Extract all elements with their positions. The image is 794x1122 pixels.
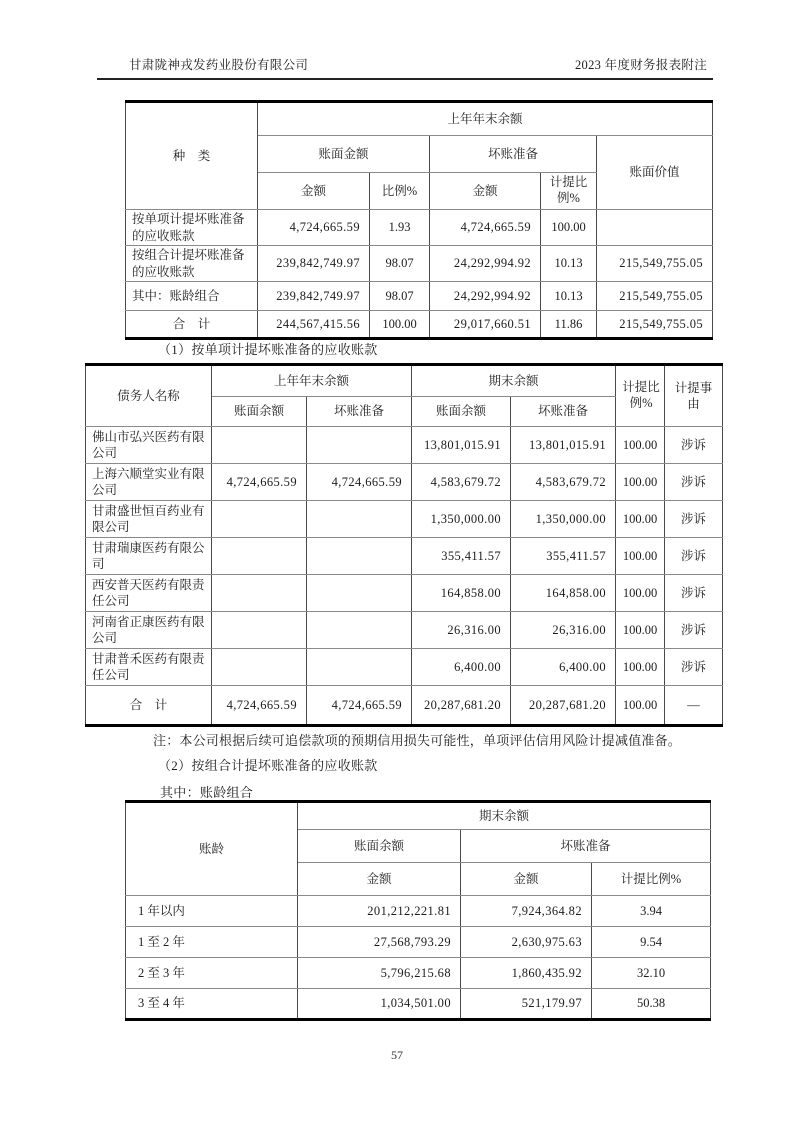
table-row	[126, 958, 711, 989]
cell-prev-book	[212, 427, 307, 464]
header-ratio: 比例%	[370, 173, 430, 210]
cell-amount: 239,842,749.97	[258, 282, 370, 311]
row-label: 其中：账龄组合	[126, 282, 258, 311]
header-book-balance: 账面余额	[298, 830, 461, 863]
cell-prev-bad	[307, 612, 412, 649]
cell-ratio: 100.00	[616, 612, 665, 649]
cell-debtor: 上海六顺堂实业有限公司	[86, 464, 212, 501]
header-provision-ratio: 计提比例%	[616, 365, 665, 427]
cell-end-bad: 4,583,679.72	[511, 464, 616, 501]
cell-ratio: 100.00	[616, 464, 665, 501]
header-bad-debt-provision: 坏账准备	[511, 397, 616, 427]
section2-title: （2）按组合计提坏账准备的应收账款	[158, 758, 378, 773]
cell-end-book: 4,583,679.72	[412, 464, 511, 501]
header-amount: 金额	[298, 863, 461, 896]
cell-aging: 1 至 2 年	[126, 927, 298, 958]
header-bad-debt-provision: 坏账准备	[430, 136, 597, 173]
prev-year-summary-table	[125, 100, 713, 340]
cell-book-value: 215,549,755.05	[597, 246, 713, 282]
cell-ratio: 9.54	[592, 927, 711, 958]
header-book-balance: 账面余额	[412, 397, 511, 427]
cell-ratio: 100.00	[370, 311, 430, 339]
cell-provision-ratio: 11.86	[541, 311, 597, 339]
cell-prev-book	[212, 575, 307, 612]
cell-book-value: 215,549,755.05	[597, 311, 713, 339]
table-header-row	[126, 102, 713, 136]
table-note: 注：本公司根据后续可追偿款项的预期信用损失可能性，单项评估信用风险计提减值准备。	[153, 733, 682, 748]
cell-reason: 涉诉	[665, 427, 723, 464]
cell-end-book: 355,411.57	[412, 538, 511, 575]
cell-book-amount: 201,212,221.81	[298, 896, 461, 927]
cell-reason: 涉诉	[665, 538, 723, 575]
cell-end-bad: 13,801,015.91	[511, 427, 616, 464]
cell-ratio: 100.00	[616, 538, 665, 575]
cell-debtor: 甘肃盛世恒百药业有限公司	[86, 501, 212, 538]
table-row	[86, 538, 723, 575]
cell-prev-book	[212, 649, 307, 686]
cell-provision-ratio: 100.00	[541, 210, 597, 246]
cell-amount: 4,724,665.59	[258, 210, 370, 246]
cell-prev-bad	[307, 427, 412, 464]
cell-prev-book: 4,724,665.59	[212, 464, 307, 501]
cell-amount: 244,567,415.56	[258, 311, 370, 339]
running-header	[97, 55, 713, 80]
cell-prev-bad	[307, 649, 412, 686]
cell-bad-debt: 29,017,660.51	[430, 311, 541, 339]
cell-debtor: 河南省正康医药有限公司	[86, 612, 212, 649]
row-label: 按单项计提坏账准备的应收账款	[126, 210, 258, 246]
cell-end-book: 13,801,015.91	[412, 427, 511, 464]
cell-ratio: 100.00	[616, 575, 665, 612]
header-ending-balance: 期末余额	[298, 802, 711, 830]
row-label-total: 合 计	[126, 311, 258, 339]
cell-ratio: 100.00	[616, 649, 665, 686]
header-provision-ratio: 计提比例%	[541, 173, 597, 210]
cell-prev-book	[212, 501, 307, 538]
cell-bad-debt: 24,292,994.92	[430, 246, 541, 282]
cell-prev-book	[212, 612, 307, 649]
header-book-amount: 账面金额	[258, 136, 430, 173]
header-category: 种 类	[126, 102, 258, 210]
header-bad-debt-provision: 坏账准备	[461, 830, 711, 863]
company-name: 甘肃陇神戎发药业股份有限公司	[129, 58, 309, 72]
header-provision-reason: 计提事由	[665, 365, 723, 427]
total-row	[126, 311, 713, 339]
table-header-row	[86, 365, 723, 397]
table-row	[126, 210, 713, 246]
cell-ratio: 100.00	[616, 427, 665, 464]
cell-bad-amount: 1,860,435.92	[461, 958, 592, 989]
cell-book-amount: 1,034,501.00	[298, 989, 461, 1020]
cell-prev-bad: 4,724,665.59	[307, 686, 412, 726]
cell-ratio: 32.10	[592, 958, 711, 989]
header-prev-year-balance: 上年年末余额	[258, 102, 713, 136]
cell-end-bad: 6,400.00	[511, 649, 616, 686]
header-prev-year-balance: 上年年末余额	[212, 365, 412, 397]
cell-ratio: 1.93	[370, 210, 430, 246]
cell-bad-debt: 24,292,994.92	[430, 282, 541, 311]
cell-end-book: 6,400.00	[412, 649, 511, 686]
header-bad-debt-provision: 坏账准备	[307, 397, 412, 427]
cell-prev-book	[212, 538, 307, 575]
cell-prev-bad	[307, 538, 412, 575]
header-aging: 账龄	[126, 802, 298, 896]
cell-debtor: 佛山市弘兴医药有限公司	[86, 427, 212, 464]
cell-reason: 涉诉	[665, 649, 723, 686]
table-row	[86, 427, 723, 464]
cell-end-bad: 1,350,000.00	[511, 501, 616, 538]
table-row	[86, 464, 723, 501]
cell-bad-amount: 521,179.97	[461, 989, 592, 1020]
header-book-value: 账面价值	[597, 136, 713, 210]
cell-ratio: 100.00	[616, 686, 665, 726]
cell-aging: 3 至 4 年	[126, 989, 298, 1020]
cell-prev-bad: 4,724,665.59	[307, 464, 412, 501]
cell-prev-bad	[307, 575, 412, 612]
header-amount: 金额	[258, 173, 370, 210]
cell-bad-debt: 4,724,665.59	[430, 210, 541, 246]
table-row	[86, 649, 723, 686]
table-row	[86, 501, 723, 538]
cell-debtor: 西安普天医药有限责任公司	[86, 575, 212, 612]
cell-provision-ratio: 10.13	[541, 282, 597, 311]
table-row	[126, 927, 711, 958]
header-book-balance: 账面余额	[212, 397, 307, 427]
page-number: 57	[391, 1048, 403, 1062]
cell-ratio: 98.07	[370, 282, 430, 311]
cell-end-bad: 20,287,681.20	[511, 686, 616, 726]
individual-provision-table	[85, 363, 723, 727]
cell-debtor: 甘肃瑞康医药有限公司	[86, 538, 212, 575]
header-amount: 金额	[430, 173, 541, 210]
cell-aging: 2 至 3 年	[126, 958, 298, 989]
header-ending-balance: 期末余额	[412, 365, 616, 397]
cell-book-amount: 27,568,793.29	[298, 927, 461, 958]
cell-provision-ratio: 10.13	[541, 246, 597, 282]
cell-prev-bad	[307, 501, 412, 538]
cell-ratio: 3.94	[592, 896, 711, 927]
table-header-row	[126, 802, 711, 830]
document-title: 2023 年度财务报表附注	[574, 58, 707, 72]
row-label: 按组合计提坏账准备的应收账款	[126, 246, 258, 282]
table-row	[126, 989, 711, 1020]
cell-amount: 239,842,749.97	[258, 246, 370, 282]
cell-reason: 涉诉	[665, 501, 723, 538]
table-row	[126, 896, 711, 927]
cell-ratio: 50.38	[592, 989, 711, 1020]
cell-end-book: 1,350,000.00	[412, 501, 511, 538]
section1-title: （1）按单项计提坏账准备的应收账款	[158, 342, 378, 357]
header-amount: 金额	[461, 863, 592, 896]
cell-ratio: 98.07	[370, 246, 430, 282]
cell-end-bad: 164,858.00	[511, 575, 616, 612]
cell-end-book: 20,287,681.20	[412, 686, 511, 726]
cell-end-bad: 355,411.57	[511, 538, 616, 575]
cell-end-bad: 26,316.00	[511, 612, 616, 649]
aging-portfolio-table	[125, 800, 711, 1021]
cell-book-amount: 5,796,215.68	[298, 958, 461, 989]
cell-end-book: 26,316.00	[412, 612, 511, 649]
cell-ratio: 100.00	[616, 501, 665, 538]
cell-reason: —	[665, 686, 723, 726]
row-label-total: 合 计	[86, 686, 212, 726]
table-row	[126, 246, 713, 282]
section2-subtitle: 其中：账龄组合	[160, 785, 254, 800]
header-debtor: 债务人名称	[86, 365, 212, 427]
cell-end-book: 164,858.00	[412, 575, 511, 612]
cell-reason: 涉诉	[665, 575, 723, 612]
table-row	[126, 282, 713, 311]
cell-book-value	[597, 210, 713, 246]
cell-bad-amount: 2,630,975.63	[461, 927, 592, 958]
cell-bad-amount: 7,924,364.82	[461, 896, 592, 927]
cell-reason: 涉诉	[665, 612, 723, 649]
header-provision-ratio: 计提比例%	[592, 863, 711, 896]
cell-reason: 涉诉	[665, 464, 723, 501]
cell-aging: 1 年以内	[126, 896, 298, 927]
cell-prev-book: 4,724,665.59	[212, 686, 307, 726]
cell-book-value: 215,549,755.05	[597, 282, 713, 311]
table-row	[86, 612, 723, 649]
total-row	[86, 686, 723, 726]
table-row	[86, 575, 723, 612]
cell-debtor: 甘肃普禾医药有限责任公司	[86, 649, 212, 686]
